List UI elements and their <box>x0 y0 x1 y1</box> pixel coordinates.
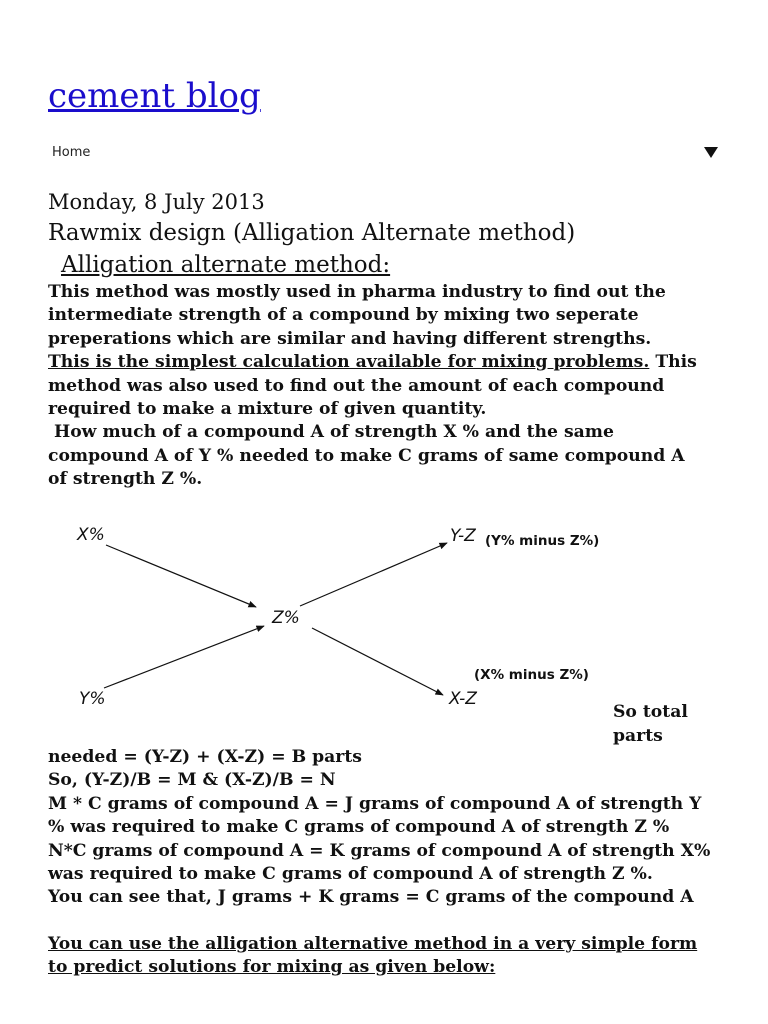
closing-paragraph <box>48 933 697 980</box>
blog-title-link[interactable]: cement blog <box>48 76 261 116</box>
triangle-down-icon[interactable] <box>704 147 718 158</box>
calculation-paragraph <box>48 746 710 910</box>
note-y-minus-z: (Y% minus Z%) <box>485 533 600 549</box>
text-line: compound A of Y % needed to make C grams of same compound A <box>48 445 685 466</box>
label-x-minus-z: X-Z <box>449 689 477 709</box>
text-line: % was required to make C grams of compound A of strength Z % <box>48 817 670 838</box>
text-line: preperations which are similar and having different strengths. <box>48 328 652 349</box>
text-line: M * C grams of compound A = J grams of compound A of strength Y <box>48 793 702 814</box>
post-date: Monday, 8 July 2013 <box>48 190 265 214</box>
label-y-percent: Y% <box>79 689 106 709</box>
nav-home-link[interactable]: Home <box>52 145 91 160</box>
text-line: This method was mostly used in pharma industry to find out the <box>48 282 666 302</box>
arrow-z-to-yz <box>300 543 447 606</box>
arrow-x-to-z <box>106 545 256 607</box>
text-line: of strength Z %. <box>48 469 203 490</box>
arrow-y-to-z <box>104 626 264 688</box>
text-line: You can use the alligation alternative method in a very simple form <box>48 934 698 954</box>
text-line: was required to make C grams of compound A of strength Z %. <box>48 864 653 885</box>
text-line: required to make a mixture of given quantity. <box>48 399 487 420</box>
text-line <box>48 351 697 374</box>
text-line: intermediate strength of a compound by mixing two seperate <box>48 305 639 326</box>
text-line: You can see that, J grams + K grams = C grams of the compound A <box>48 887 694 908</box>
text-line: to predict solutions for mixing as given below: <box>48 957 496 978</box>
label-y-minus-z: Y-Z <box>450 526 476 546</box>
underlined-statement: This is the simplest calculation available for mixing problems. <box>48 352 650 373</box>
arrow-z-to-xz <box>312 628 443 695</box>
alligation-diagram <box>60 510 660 725</box>
label-x-percent: X% <box>77 525 105 545</box>
text-line: How much of a compound A of strength X % and the same <box>48 422 614 443</box>
note-x-minus-z: (X% minus Z%) <box>474 667 589 683</box>
text-line: N*C grams of compound A = K grams of compound A of strength X% <box>48 840 711 861</box>
post-title: Rawmix design (Alligation Alternate method) <box>48 220 576 246</box>
text-line: needed = (Y-Z) + (X-Z) = B parts <box>48 747 362 767</box>
intro-paragraph <box>48 281 697 492</box>
text-line: method was also used to find out the amount of each compound <box>48 375 665 396</box>
section-heading: Alligation alternate method: <box>61 252 391 278</box>
label-z-percent: Z% <box>272 608 300 628</box>
so-total-text: So total parts <box>613 702 688 746</box>
text-line: So, (Y-Z)/B = M & (X-Z)/B = N <box>48 770 336 791</box>
text-fragment: This <box>649 352 697 373</box>
